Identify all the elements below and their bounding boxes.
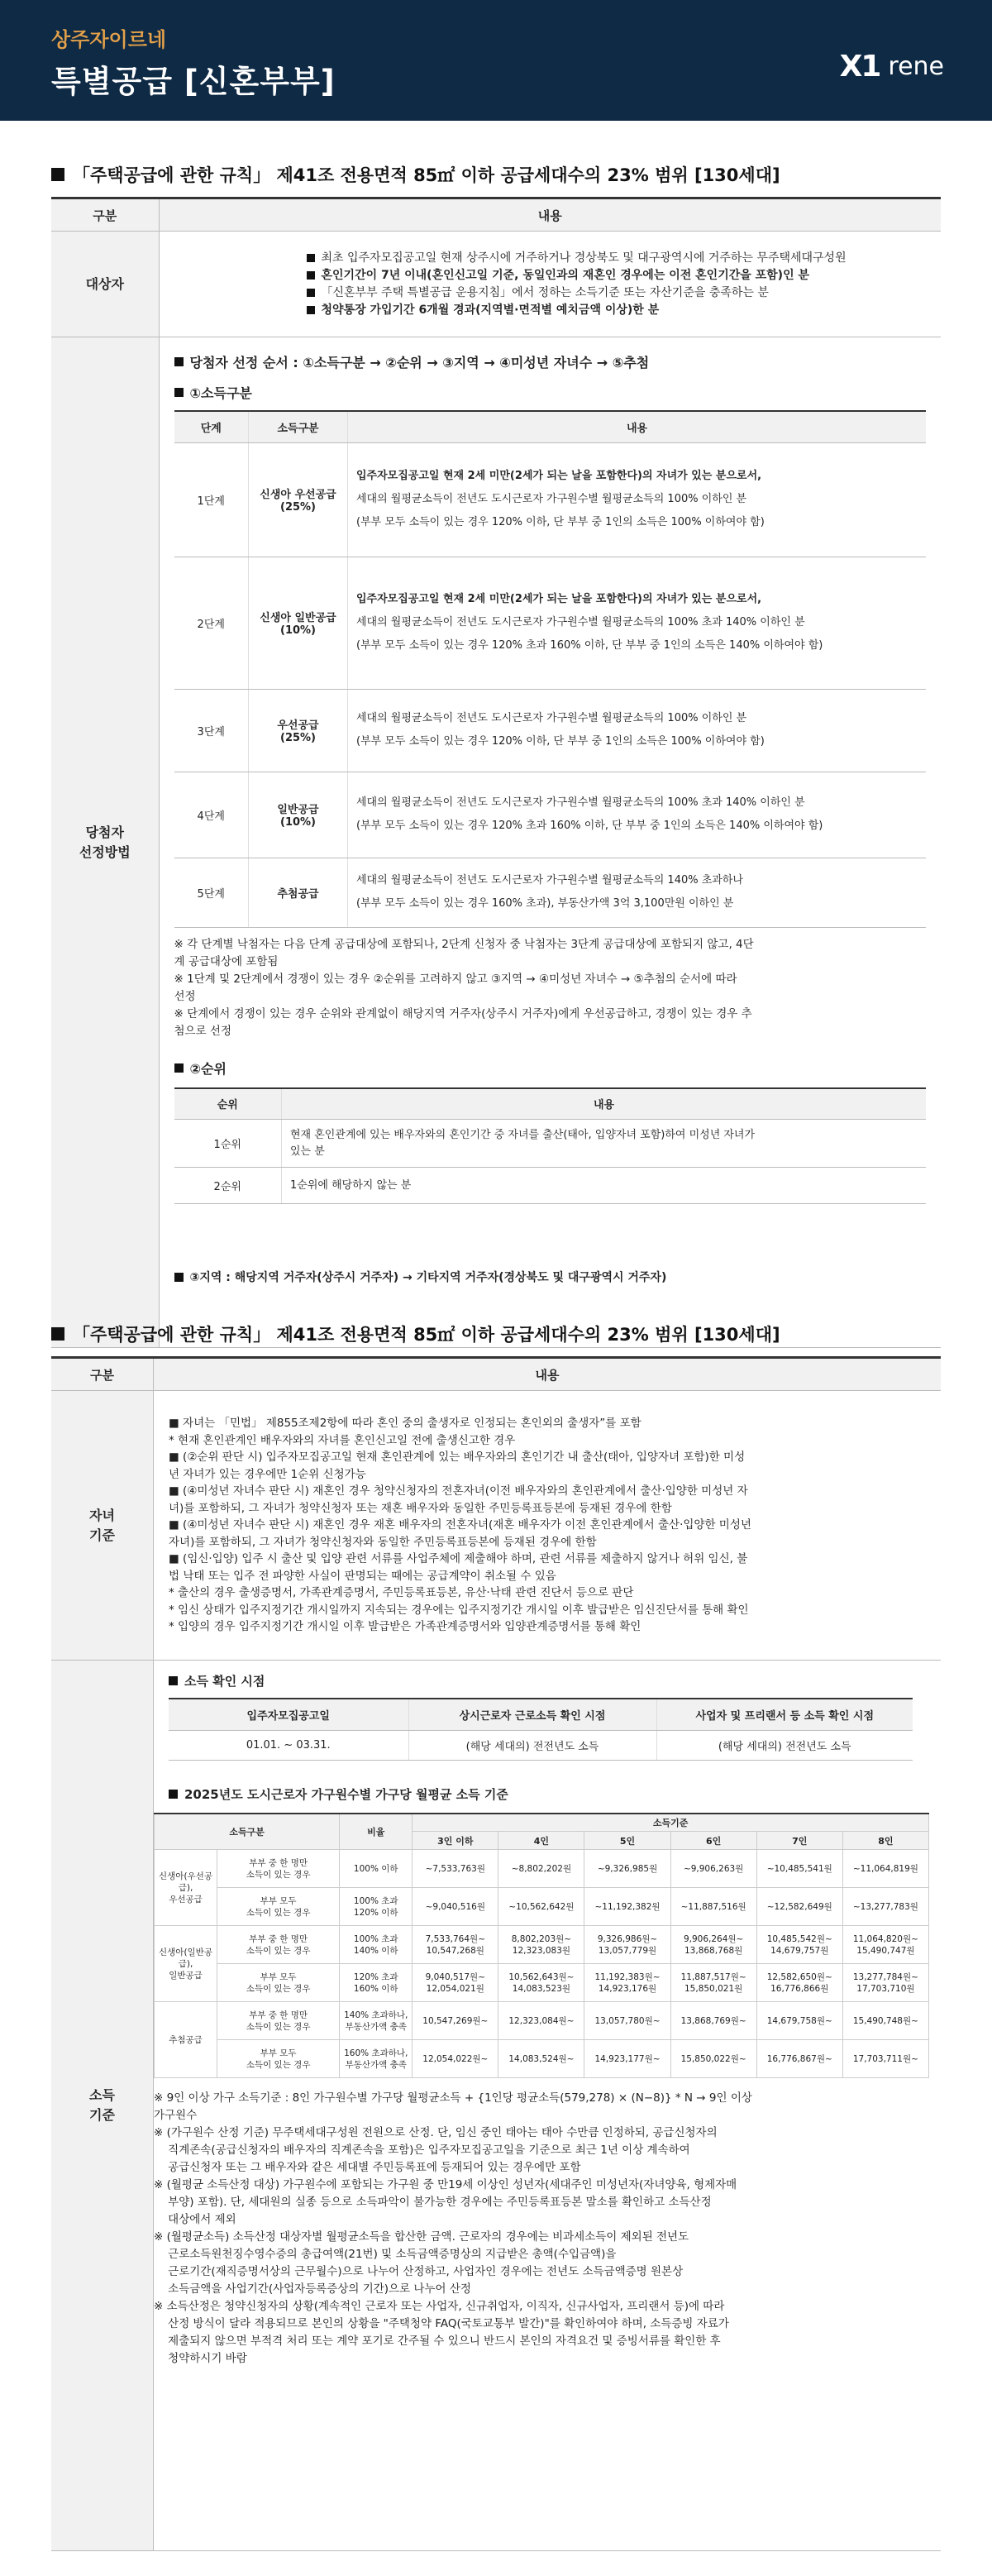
- std-value-line: ~10,562,642원: [508, 1901, 575, 1912]
- income-desc-line: 세대의 월평균소득이 전년도 도시근로자 가구원수별 월평균소득의 140% 초과하나: [356, 874, 743, 887]
- rank-col-content: 내용: [282, 1088, 927, 1120]
- std-value-line: 14,083,524원~: [508, 2053, 575, 2064]
- target-label: 대상자: [51, 232, 159, 337]
- std-value-line: 14,923,177원~: [594, 2053, 661, 2064]
- std-value-line: 9,906,264원~: [683, 1933, 744, 1944]
- std-value: [842, 1926, 928, 1964]
- std-value-line: 13,277,784원~: [852, 1971, 918, 1982]
- std-value-line: 15,850,022원~: [680, 2053, 746, 2064]
- std-value: [498, 2040, 584, 2078]
- std-value-line: 11,887,517원~: [680, 1971, 746, 1982]
- target-item-text: 「신혼부부 주택 특별공급 운용지침」에서 정하는 소득기준 또는 자산기준을 충족하는 분: [321, 285, 769, 299]
- income-type-name: 일반공급: [277, 804, 319, 816]
- income-desc: [348, 557, 927, 689]
- section-2-table: [51, 1356, 941, 2551]
- income-desc-line: (부부 모두 소득이 있는 경우 120% 초과 160% 이하, 단 부부 중 1인의 소득은 140% 이하여야 함): [356, 639, 823, 652]
- std-who-line: 부부 모두: [260, 1971, 297, 1982]
- std-value: [498, 1964, 584, 2002]
- income-std-note-line: 근로소득원천징수영수증의 총급여액(21번) 및 소득금액증명상의 지급받은 총액(수입금액)을: [154, 2248, 617, 2261]
- income-std-label: 소득 기준: [51, 1661, 154, 2551]
- col-label-header-2: 구분: [51, 1358, 154, 1391]
- rank-col-rank: 순위: [174, 1088, 282, 1120]
- square-bullet-icon: [307, 306, 315, 314]
- income-desc-line: (부부 모두 소득이 있는 경우 120% 이하, 단 부부 중 1인의 소득은 100% 이하여야 함): [356, 516, 765, 528]
- std-value: [584, 2002, 670, 2040]
- income-desc: [348, 858, 927, 927]
- std-value-line: 14,923,176원: [598, 1983, 657, 1994]
- income-type-name: 신생아 우선공급: [260, 489, 336, 501]
- std-who-line: 소득이 있는 경우: [246, 2059, 311, 2070]
- order-text: 당첨자 선정 순서 : ①소득구분 → ②순위 → ③지역 → ④미성년 자녀수 → ⑤추첨: [174, 352, 927, 371]
- rank-desc-line: 1순위에 해당하지 않는 분: [290, 1178, 412, 1192]
- std-value: [498, 1850, 584, 1888]
- std-who-line: 부부 모두: [260, 1895, 297, 1906]
- std-value: [584, 1888, 670, 1926]
- income-note-line: ※ 단계에서 경쟁이 있는 경우 순위와 관계없이 해당지역 거주자(상주시 거주자)에게 우선공급하고, 경쟁이 있는 경우 추: [174, 1006, 752, 1020]
- std-who-line: 부부 중 한 명만: [249, 1857, 308, 1868]
- child-line: * 입양의 경우 입주지정기간 개시일 이후 발급받은 가족관계증명서와 입양관계증명서를 통해 확인: [169, 1620, 641, 1634]
- method-content: [159, 337, 941, 1348]
- income-note-line: ※ 각 단계별 낙첨자는 다음 단계 공급대상에 포함되나, 2단계 신청자 중 낙첨자는 3단계 공급대상에 포함되지 않고, 4단: [174, 937, 754, 951]
- income-note-line: ※ 1단계 및 2단계에서 경쟁이 있는 경우 ②순위를 고려하지 않고 ③지역 → ④미성년 자녀수 → ⑤추첨의 순서에 따라: [174, 972, 737, 986]
- std-value-line: 12,054,022원~: [422, 2053, 489, 2064]
- income-desc-line: 입주자모집공고일 현재 2세 미만(2세가 되는 날을 포함한다)의 자녀가 있는 분으로서,: [356, 470, 762, 482]
- std-group-name: [155, 1926, 217, 2002]
- target-list: [307, 250, 942, 319]
- std-who: [217, 1964, 340, 2002]
- time-cell: 01.01. ~ 03.31.: [169, 1730, 408, 1760]
- income-row: [174, 442, 927, 557]
- std-member-header: 6인: [670, 1832, 756, 1850]
- std-value: [584, 1926, 670, 1964]
- income-type-name: 신생아 일반공급: [260, 612, 336, 624]
- std-value-line: 15,490,748원~: [852, 2015, 918, 2026]
- income-std-note-line: ※ 9인 이상 가구 소득기준 : 8인 가구원수별 가구당 월평균소득 + {1인당 평균소득(579,278) × (N−8)} * N → 9인 이상: [154, 2091, 752, 2105]
- std-group-line: 신생아(우선공급),: [159, 1871, 212, 1893]
- income-type-name: 우선공급: [277, 719, 319, 732]
- std-value: [756, 1850, 842, 1888]
- std-who: [217, 1850, 340, 1888]
- time-col-1: 입주자모집공고일: [169, 1699, 408, 1730]
- complex-name: 상주자이르네: [51, 28, 167, 51]
- income-stage: 3단계: [174, 689, 249, 772]
- std-value-line: 13,057,779원: [598, 1945, 657, 1956]
- std-value-line: 10,547,269원~: [422, 2015, 489, 2026]
- std-value-line: 11,064,820원~: [852, 1933, 918, 1944]
- rank-row: [174, 1168, 927, 1204]
- std-who-line: 소득이 있는 경우: [246, 1869, 311, 1880]
- std-member-header: 3인 이하: [413, 1832, 498, 1850]
- child-line: * 임신 상태가 입주지정기간 개시일까지 지속되는 경우에는 입주지정기간 개시일 이후 발급받은 임신진단서를 통해 확인: [169, 1603, 749, 1617]
- std-row: [155, 2040, 929, 2078]
- std-ratio-line: 120% 초과: [353, 1971, 398, 1982]
- std-value-line: 16,776,866원: [770, 1983, 829, 1994]
- std-row: [155, 1850, 929, 1888]
- std-value-line: 13,868,769원~: [680, 2015, 746, 2026]
- std-value-line: ~10,485,541원: [766, 1863, 832, 1874]
- section-1: [51, 162, 941, 1348]
- std-value-line: 13,057,780원~: [594, 2015, 661, 2026]
- child-line: ■ (④미성년 자녀수 판단 시) 재혼인 경우 청약신청자의 전혼자녀(이전 배우자와의 혼인관계에서 출산·입양한 미성년 자: [169, 1484, 748, 1498]
- income-heading: ①소득구분: [174, 383, 927, 402]
- target-item-text: 혼인기간이 7년 이내(혼인신고일 기준, 동일인과의 재혼인 경우에는 이전 혼인기간을 포함)인 분: [321, 268, 810, 282]
- logo-mark: X1: [839, 50, 880, 84]
- income-notes: [174, 936, 927, 1040]
- child-line: 녀)를 포함하되, 그 자녀가 청약신청자 또는 재혼 배우자와 동일한 주민등록표등본에 등재된 경우에 한함: [169, 1501, 672, 1515]
- income-stage: 1단계: [174, 442, 249, 557]
- target-item: [307, 267, 942, 284]
- std-who-line: 부부 모두: [260, 2048, 297, 2058]
- child-line: 년 자녀가 있는 경우에만 1순위 신청가능: [169, 1467, 366, 1481]
- std-group-line: 신생아(일반공급),: [159, 1947, 212, 1969]
- square-bullet-icon: [174, 388, 184, 397]
- std-value-line: ~13,277,783원: [852, 1901, 918, 1912]
- std-ratio: [340, 1926, 413, 1964]
- income-desc-line: 세대의 월평균소득이 전년도 도시근로자 가구원수별 월평균소득의 100% 이하인 분: [356, 493, 747, 505]
- col-content-header: 내용: [159, 198, 941, 232]
- income-table: [174, 410, 927, 928]
- std-who: [217, 1926, 340, 1964]
- col-label-header: 구분: [51, 198, 159, 232]
- std-value: [670, 2040, 756, 2078]
- brand-logo: [840, 50, 944, 84]
- income-row: [174, 772, 927, 858]
- std-who: [217, 2002, 340, 2040]
- income-type-pct: (25%): [280, 501, 316, 514]
- time-col-3: 사업자 및 프리랜서 등 소득 확인 시점: [656, 1699, 913, 1730]
- std-value: [842, 2040, 928, 2078]
- square-bullet-icon: [307, 254, 315, 262]
- std-value-line: 9,326,986원~: [597, 1933, 658, 1944]
- region-text: ③지역 : 해당지역 거주자(상주시 거주자) → 기타지역 거주자(경상북도 및 대구광역시 거주자): [174, 1269, 927, 1285]
- square-bullet-icon: [307, 271, 315, 280]
- child-line: ■ (②순위 판단 시) 입주자모집공고일 현재 혼인관계에 있는 배우자와의 혼인기간 내 출산(태아, 입양자녀 포함)한 미성: [169, 1450, 746, 1465]
- target-item: [307, 302, 942, 319]
- income-type: [249, 858, 348, 927]
- income-desc: [348, 772, 927, 858]
- income-desc-line: 입주자모집공고일 현재 2세 미만(2세가 되는 날을 포함한다)의 자녀가 있는 분으로서,: [356, 593, 762, 605]
- income-col-stage: 단계: [174, 411, 249, 442]
- child-lines: [169, 1415, 928, 1636]
- income-desc: [348, 442, 927, 557]
- income-type: [249, 689, 348, 772]
- square-bullet-icon: [169, 1790, 178, 1799]
- income-std-note-line: ※ 소득산정은 청약신청자의 상황(계속적인 근로자 또는 사업자, 신규취업자, 이직자, 신규사업자, 프리랜서 등)에 따라: [154, 2300, 725, 2313]
- std-row: [155, 1888, 929, 1926]
- std-value-line: 15,490,747원: [856, 1945, 915, 1956]
- std-value-line: 10,562,643원~: [508, 1971, 575, 1982]
- std-value: [842, 1850, 928, 1888]
- std-value-line: 15,850,021원: [684, 1983, 743, 1994]
- income-std-note-line: 대상에서 제외: [154, 2213, 236, 2226]
- std-who-line: 소득이 있는 경우: [246, 2021, 311, 2032]
- section-1-table: [51, 197, 941, 1348]
- section-2-title: 「주택공급에 관한 규칙」 제41조 전용면적 85㎡ 이하 공급세대수의 23% 범위 [130세대]: [51, 1321, 941, 1346]
- std-group-line: 일반공급: [169, 1970, 203, 1981]
- std-who-line: 소득이 있는 경우: [246, 1907, 311, 1918]
- income-std-note-line: 소득금액을 사업기간(사업자등록증상의 기간)으로 나누어 산정: [154, 2282, 471, 2296]
- std-value: [842, 1964, 928, 2002]
- std-who: [217, 1888, 340, 1926]
- target-item: [307, 250, 942, 267]
- std-value-line: ~8,802,202원: [511, 1863, 572, 1874]
- income-note-line: 선정: [174, 989, 196, 1003]
- method-label: 당첨자 선정방법: [51, 337, 159, 1348]
- time-cell: (해당 세대의) 전전년도 소득: [408, 1730, 656, 1760]
- std-value-line: 13,868,768원: [684, 1945, 743, 1956]
- std-value-line: 10,485,542원~: [766, 1933, 832, 1944]
- std-value: [498, 2002, 584, 2040]
- income-std-note-line: 직계존속(공급신청자의 배우자의 직계존속을 포함)은 입주자모집공고일을 기준으로 최근 1년 이상 계속하여: [154, 2143, 690, 2157]
- child-line: ■ (임신·입양) 입주 시 출산 및 입양 관련 서류를 사업주체에 제출해야 하며, 관련 서류를 제출하지 않거나 허위 임신, 불: [169, 1552, 748, 1566]
- income-std-note-line: 공급신청자 또는 그 배우자와 같은 세대별 주민등록표에 등재되어 있는 경우에만 포함: [154, 2161, 581, 2174]
- std-value: [584, 1850, 670, 1888]
- std-ratio-line: 140% 이하: [353, 1945, 398, 1956]
- income-std-note-line: 청약하시기 바람: [154, 2352, 247, 2365]
- income-row: [174, 858, 927, 927]
- square-bullet-icon: [169, 1676, 178, 1685]
- income-stage: 2단계: [174, 557, 249, 689]
- income-desc-line: 세대의 월평균소득이 전년도 도시근로자 가구원수별 월평균소득의 100% 이하인 분: [356, 712, 747, 724]
- std-value-line: 11,192,383원~: [594, 1971, 661, 1982]
- square-bullet-icon: [51, 1327, 64, 1341]
- income-std-note-line: 부양) 포함). 단, 세대원의 실종 등으로 소득파악이 불가능한 경우에는 주민등록표등본 말소를 확인하고 소득산정: [154, 2196, 712, 2209]
- std-who-line: 소득이 있는 경우: [246, 1983, 311, 1994]
- std-ratio-line: 100% 초과: [353, 1933, 398, 1944]
- std-member-header: 8인: [842, 1832, 928, 1850]
- std-table: [154, 1813, 929, 2079]
- rank-cell: 1순위: [174, 1120, 282, 1168]
- income-note-line: 첨으로 선정: [174, 1024, 231, 1038]
- rank-row: [174, 1120, 927, 1168]
- logo-word: rene: [888, 52, 944, 81]
- income-type: [249, 772, 348, 858]
- std-ratio: [340, 2002, 413, 2040]
- rank-desc-line: 현재 혼인관계에 있는 배우자와의 혼인기간 중 자녀를 출산(태아, 입양자녀 포함)하여 미성년 자녀가: [290, 1128, 756, 1141]
- rank-desc: [282, 1120, 927, 1168]
- income-std-content: [154, 1661, 942, 2551]
- income-type-pct: (10%): [280, 624, 316, 637]
- income-std-note-line: 가구원수: [154, 2109, 198, 2122]
- section-2: [51, 1321, 941, 2551]
- income-col-type: 소득구분: [249, 411, 348, 442]
- income-std-note-line: 산정 방식이 달라 적용되므로 본인의 상황을 "주택청약 FAQ(국토교통부 발간)"를 확인하여야 하며, 소득증빙 자료가: [154, 2317, 729, 2330]
- std-ratio: [340, 2040, 413, 2078]
- std-who-line: 부부 중 한 명만: [249, 1933, 308, 1944]
- income-std-notes: [154, 2090, 929, 2368]
- std-value: [413, 1926, 498, 1964]
- std-col-ratio: 비율: [340, 1814, 413, 1850]
- rank-desc: [282, 1168, 927, 1204]
- rank-desc-line: 있는 분: [290, 1145, 325, 1158]
- income-desc-line: 세대의 월평균소득이 전년도 도시근로자 가구원수별 월평균소득의 100% 초과 140% 이하인 분: [356, 796, 805, 809]
- child-line: * 출산의 경우 출생증명서, 가족관계증명서, 주민등록표등본, 유산·낙태 관련 진단서 등으로 판단: [169, 1586, 634, 1600]
- std-value-line: 12,054,021원: [426, 1983, 484, 1994]
- rank-cell: 2순위: [174, 1168, 282, 1204]
- std-col-std: 소득기준: [413, 1814, 929, 1832]
- std-value-line: ~9,326,985원: [597, 1863, 658, 1874]
- std-ratio: [340, 1850, 413, 1888]
- std-value-line: 8,802,203원~: [511, 1933, 572, 1944]
- income-std-note-line: ※ (월평균 소득산정 대상) 가구원수에 포함되는 가구원 중 만19세 이상인 성년자(세대주인 미성년자(자녀양육, 형제자매: [154, 2178, 737, 2191]
- std-value: [498, 1888, 584, 1926]
- rank-table: [174, 1087, 927, 1205]
- std-value-line: ~9,906,263원: [683, 1863, 744, 1874]
- child-label: 자녀 기준: [51, 1391, 154, 1661]
- income-desc: [348, 689, 927, 772]
- std-ratio-line: 100% 초과: [353, 1895, 398, 1906]
- std-value-line: 7,533,764원~: [425, 1933, 485, 1944]
- std-value-line: 12,323,083원: [512, 1945, 571, 1956]
- income-type-name: 추첨공급: [277, 887, 319, 901]
- std-ratio: [340, 1888, 413, 1926]
- std-group-line: 추첨공급: [169, 2034, 203, 2045]
- child-line: 자녀)를 포함하되, 그 자녀가 청약신청자와 동일한 주민등록표등본에 등재된 경우에 한함: [169, 1535, 597, 1549]
- income-std-note-line: 제출되지 않으면 부적격 처리 또는 계약 포기로 간주될 수 있으니 반드시 본인의 자격요건 및 증빙서류를 확인한 후: [154, 2335, 721, 2348]
- std-group-line: 우선공급: [169, 1894, 203, 1905]
- std-value-line: ~11,192,382원: [594, 1901, 661, 1912]
- std-value: [670, 1850, 756, 1888]
- std-value: [842, 1888, 928, 1926]
- std-member-header: 5인: [584, 1832, 670, 1850]
- std-value: [584, 1964, 670, 2002]
- time-table: [169, 1698, 913, 1761]
- income-type: [249, 442, 348, 557]
- std-group-name: [155, 1850, 217, 1926]
- std-value: [413, 1888, 498, 1926]
- target-item: [307, 284, 942, 302]
- std-ratio-line: 부동산가액 충족: [345, 2021, 407, 2032]
- time-cell: (해당 세대의) 전전년도 소득: [656, 1730, 913, 1760]
- std-ratio-line: 100% 이하: [353, 1863, 398, 1874]
- std-value-line: 16,776,867원~: [766, 2053, 832, 2064]
- income-note-line: 계 공급대상에 포함됨: [174, 954, 279, 968]
- std-member-header: 4인: [498, 1832, 584, 1850]
- std-group-name: [155, 2002, 217, 2078]
- std-value-line: ~11,064,819원: [852, 1863, 918, 1874]
- square-bullet-icon: [307, 289, 315, 297]
- child-line: ■ 자녀는 「민법」 제855조제2항에 따라 혼인 중의 출생자로 인정되는 혼인외의 출생자”를 포함: [169, 1417, 641, 1431]
- income-desc-line: (부부 모두 소득이 있는 경우 120% 이하, 단 부부 중 1인의 소득은 100% 이하여야 함): [356, 735, 765, 748]
- std-value-line: 17,703,711원~: [852, 2053, 918, 2064]
- income-std-note-line: ※ (월평균소득) 소득산정 대상자별 월평균소득을 합산한 금액. 근로자의 경우에는 비과세소득이 제외된 전년도: [154, 2230, 689, 2244]
- std-value-line: 12,323,084원~: [508, 2015, 575, 2026]
- std-value-line: ~12,582,649원: [766, 1901, 832, 1912]
- target-item-text: 최초 입주자모집공고일 현재 상주시에 거주하거나 경상북도 및 대구광역시에 거주하는 무주택세대구성원: [321, 251, 847, 265]
- std-ratio-line: 140% 초과하나,: [344, 2010, 408, 2020]
- std-value: [756, 2040, 842, 2078]
- child-line: ■ (④미성년 자녀수 판단 시) 재혼인 경우 재혼 배우자의 전혼자녀(재혼 배우자가 이전 혼인관계에서 출산·입양한 미성년: [169, 1518, 751, 1532]
- square-bullet-icon: [174, 357, 184, 366]
- income-stage: 4단계: [174, 772, 249, 858]
- square-bullet-icon: [174, 1273, 184, 1282]
- std-value: [413, 2002, 498, 2040]
- income-type: [249, 557, 348, 689]
- std-who: [217, 2040, 340, 2078]
- std-col-type: 소득구분: [155, 1814, 340, 1850]
- income-std-note-line: ※ (가구원수 산정 기준) 무주택세대구성원 전원으로 산정. 단, 임신 중인 태아는 태아 수만큼 인정하되, 공급신청자의: [154, 2126, 718, 2139]
- std-value: [413, 2040, 498, 2078]
- child-line: * 현재 혼인관계인 배우자와의 자녀를 혼인신고일 전에 출생신고한 경우: [169, 1433, 516, 1447]
- std-ratio-line: 160% 이하: [353, 1983, 398, 1994]
- page-title: 특별공급 [신혼부부]: [51, 64, 336, 99]
- income-type-pct: (10%): [280, 816, 316, 829]
- std-value: [584, 2040, 670, 2078]
- income-desc-line: 세대의 월평균소득이 전년도 도시근로자 가구원수별 월평균소득의 100% 초과 140% 이하인 분: [356, 616, 805, 628]
- std-value-line: 17,703,710원: [856, 1983, 915, 1994]
- std-row: [155, 2002, 929, 2040]
- std-value: [670, 1926, 756, 1964]
- income-desc-line: (부부 모두 소득이 있는 경우 120% 초과 160% 이하, 단 부부 중 1인의 소득은 140% 이하여야 함): [356, 820, 823, 832]
- income-type-pct: (25%): [280, 732, 316, 744]
- std-value-line: ~7,533,763원: [425, 1863, 485, 1874]
- std-value-line: ~9,040,516원: [425, 1901, 485, 1912]
- std-who-line: 소득이 있는 경우: [246, 1945, 311, 1956]
- std-value: [756, 2002, 842, 2040]
- std-value-line: 12,582,650원~: [766, 1971, 832, 1982]
- square-bullet-icon: [51, 168, 64, 181]
- std-ratio-line: 120% 이하: [353, 1907, 398, 1918]
- std-member-header: 7인: [756, 1832, 842, 1850]
- std-value: [498, 1926, 584, 1964]
- income-row: [174, 557, 927, 689]
- std-value-line: 10,547,268원: [426, 1945, 484, 1956]
- std-value: [413, 1964, 498, 2002]
- std-value-line: 9,040,517원~: [425, 1971, 485, 1982]
- income-desc-line: (부부 모두 소득이 있는 경우 160% 초과), 부동산가액 3억 3,100만원 이하인 분: [356, 897, 734, 910]
- rank-heading: ②순위: [174, 1059, 927, 1078]
- std-value-line: ~11,887,516원: [680, 1901, 746, 1912]
- income-std-note-line: 근로기간(재직증명서상의 근무월수)으로 나누어 산정하고, 사업자인 경우에는 전년도 소득금액증명 원본상: [154, 2265, 684, 2278]
- std-value-line: 14,083,523원: [512, 1983, 571, 1994]
- time-col-2: 상시근로자 근로소득 확인 시점: [408, 1699, 656, 1730]
- std-row: [155, 1926, 929, 1964]
- section-1-title: 「주택공급에 관한 규칙」 제41조 전용면적 85㎡ 이하 공급세대수의 23% 범위 [130세대]: [51, 162, 941, 187]
- std-row: [155, 1964, 929, 2002]
- std-value: [670, 2002, 756, 2040]
- std-value: [413, 1850, 498, 1888]
- std-value-line: 14,679,757원: [770, 1945, 829, 1956]
- income-row: [174, 689, 927, 772]
- std-value: [756, 1926, 842, 1964]
- child-content: [154, 1391, 942, 1661]
- income-stage: 5단계: [174, 858, 249, 927]
- std-value-line: 14,679,758원~: [766, 2015, 832, 2026]
- std-value: [670, 1964, 756, 2002]
- std-value: [756, 1964, 842, 2002]
- std-ratio: [340, 1964, 413, 2002]
- target-content: [159, 232, 941, 337]
- std-value: [842, 2002, 928, 2040]
- std-value: [670, 1888, 756, 1926]
- std-ratio-line: 160% 초과하나,: [344, 2048, 408, 2058]
- std-who-line: 부부 중 한 명만: [249, 2010, 308, 2020]
- time-heading: 소득 확인 시점: [169, 1672, 929, 1689]
- std-heading: 2025년도 도시근로자 가구원수별 가구당 월평균 소득 기준: [169, 1785, 929, 1803]
- income-col-content: 내용: [348, 411, 927, 442]
- target-item-text: 청약통장 가입기간 6개월 경과(지역별·면적별 예치금액 이상)한 분: [321, 303, 660, 317]
- page-header: [0, 0, 992, 121]
- std-value: [756, 1888, 842, 1926]
- col-content-header-2: 내용: [154, 1358, 942, 1391]
- std-ratio-line: 부동산가액 충족: [345, 2059, 407, 2070]
- child-line: 법 낙태 또는 입주 전 파양한 사실이 판명되는 때에는 공급계약이 취소될 수 있음: [169, 1569, 556, 1583]
- square-bullet-icon: [174, 1063, 184, 1073]
